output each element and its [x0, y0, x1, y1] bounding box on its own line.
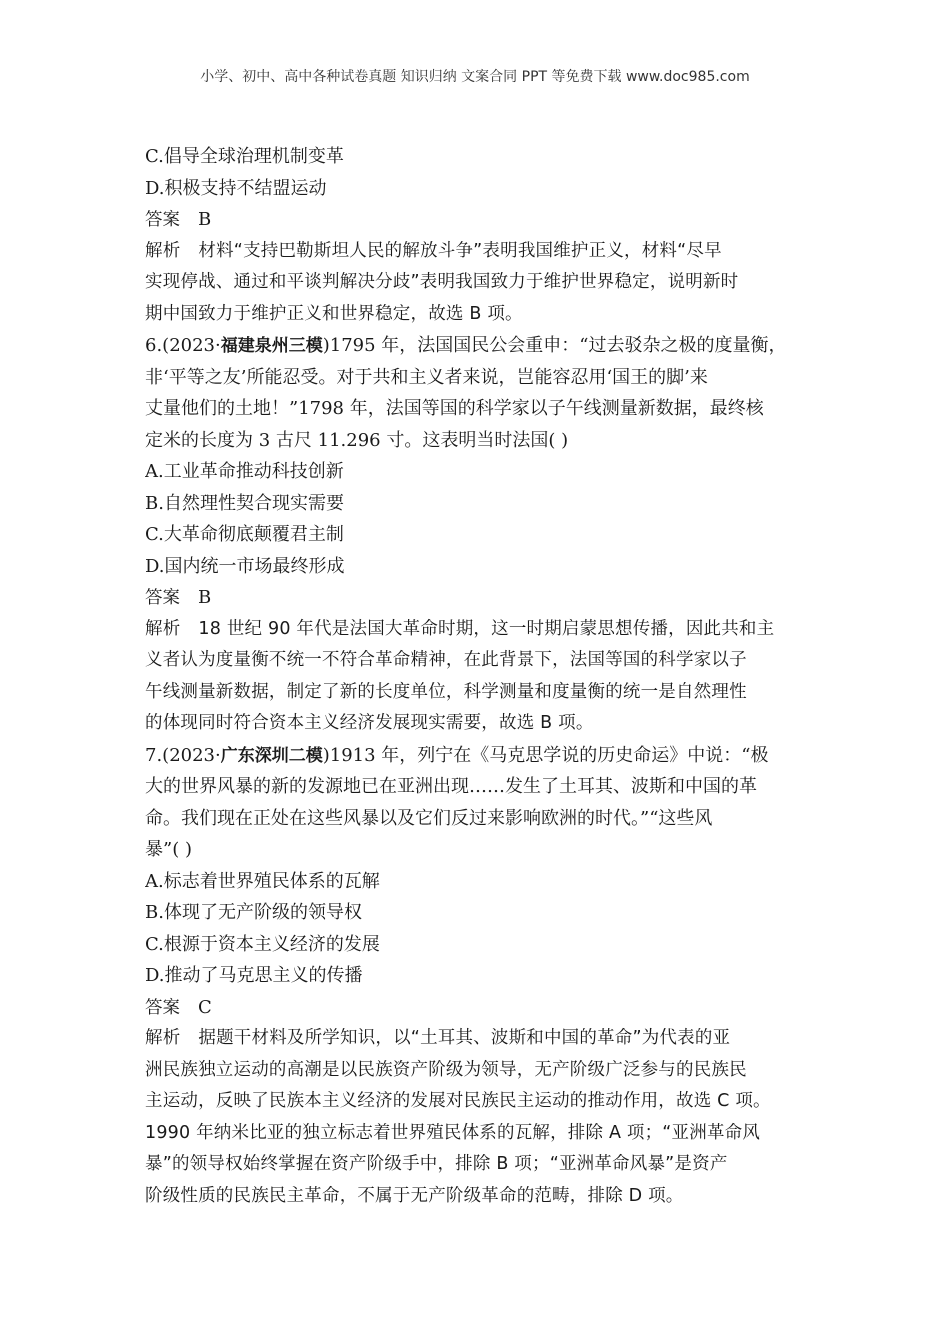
q6-option-c: C.大革命彻底颠覆君主制 — [145, 524, 344, 545]
analysis-text: 据题干材料及所学知识，以“土耳其、波斯和中国的革命”为代表的亚 — [198, 1028, 731, 1048]
q5-option-d: D.积极支持不结盟运动 — [145, 177, 327, 199]
analysis-label: 解析 — [145, 1028, 181, 1048]
q7-number: 7.( — [145, 744, 170, 766]
q7-stem-line-1 — [145, 740, 815, 772]
q7-analysis-line-5: 暴”的领导权始终掌握在资产阶级手中，排除 B 项；“亚洲革命风暴”是资产 — [145, 1154, 728, 1174]
q7-option-d: D.推动了马克思主义的传播 — [145, 965, 363, 986]
q5-analysis-line-1 — [145, 236, 815, 268]
q6-analysis-line-2: 义者认为度量衡不统一不符合革命精神，在此背景下，法国等国的科学家以子 — [145, 650, 747, 670]
q7-stem-line-3: 命。我们现在正处在这些风暴以及它们反过来影响欧洲的时代。”“这些风 — [145, 807, 713, 829]
q7-analysis-line-2: 洲民族独立运动的高潮是以民族资产阶级为领导，无产阶级广泛参与的民族民 — [145, 1059, 747, 1080]
answer-value: C — [198, 996, 212, 1018]
q7-answer — [145, 992, 815, 1024]
q7-year: 2023· — [169, 744, 221, 766]
document-body — [145, 141, 815, 1212]
q6-number: 6.( — [145, 335, 170, 356]
q7-analysis-line-4: 1990 年纳米比亚的独立标志着世界殖民体系的瓦解，排除 A 项；“亚洲革命风 — [145, 1122, 761, 1143]
q7-analysis-line-3: 主运动，反映了民族本主义经济的发展对民族民主运动的推动作用，故选 C 项。 — [145, 1091, 771, 1111]
q6-option-d: D.国内统一市场最终形成 — [145, 555, 345, 577]
analysis-text: 18 世纪 90 年代是法国大革命时期，这一时期启蒙思想传播，因此共和主 — [198, 618, 775, 639]
q6-analysis-line-3: 午线测量新数据，制定了新的长度单位，科学测量和度量衡的统一是自然理性 — [145, 681, 747, 702]
q6-stem-line-1 — [145, 330, 815, 362]
q6-source: 福建泉州三模 — [220, 336, 323, 356]
answer-label: 答案 — [145, 588, 180, 608]
answer-label: 答案 — [145, 997, 180, 1018]
q5-answer — [145, 204, 815, 236]
site-header: 小学、初中、高中各种试卷真题 知识归纳 文案合同 PPT 等免费下载 www.doc985.com — [200, 69, 750, 85]
q6-analysis-line-4: 的体现同时符合资本主义经济发展现实需要，故选 B 项。 — [145, 713, 594, 733]
q7-stem-first: )1913 年，列宁在《马克思学说的历史命运》中说：“极 — [322, 744, 769, 766]
q7-analysis-line-1 — [145, 1023, 815, 1055]
q6-year: 2023· — [169, 335, 221, 356]
q6-stem-line-2: 非‘平等之友’所能忍受。对于共和主义者来说，岂能容忍用‘国王的脚’来 — [145, 366, 708, 388]
q7-stem-line-4: 暴”( ) — [145, 839, 192, 860]
q6-stem-first: )1795 年，法国国民公会重申：“过去驳杂之极的度量衡， — [322, 335, 787, 356]
q7-stem-line-2: 大的世界风暴的新的发源地已在亚洲出现……发生了土耳其、波斯和中国的革 — [145, 776, 757, 797]
answer-value: B — [198, 209, 212, 230]
analysis-text: 材料“支持巴勒斯坦人民的解放斗争”表明我国维护正义，材料“尽早 — [198, 240, 722, 261]
q5-analysis-line-2: 实现停战、通过和平谈判解决分歧”表明我国致力于维护世界稳定，说明新时 — [145, 272, 739, 292]
q5-analysis-line-3: 期中国致力于维护正义和世界稳定，故选 B 项。 — [145, 303, 523, 324]
answer-label: 答案 — [145, 210, 180, 230]
q6-option-b: B.自然理性契合现实需要 — [145, 492, 344, 514]
q6-answer — [145, 582, 815, 614]
q6-analysis-line-1 — [145, 614, 815, 646]
q6-option-a: A.工业革命推动科技创新 — [145, 461, 344, 482]
q6-stem-line-3: 丈量他们的土地！”1798 年，法国等国的科学家以子午线测量新数据，最终核 — [145, 398, 764, 419]
q7-option-c: C.根源于资本主义经济的发展 — [145, 933, 380, 955]
q7-option-b: B.体现了无产阶级的领导权 — [145, 902, 362, 923]
analysis-label: 解析 — [145, 618, 181, 639]
q6-stem-line-4: 定米的长度为 3 古尺 11.296 寸。这表明当时法国( ) — [145, 429, 569, 451]
q7-source: 广东深圳二模 — [220, 745, 323, 766]
answer-value: B — [198, 587, 212, 608]
q7-analysis-line-6: 阶级性质的民族民主革命，不属于无产阶级革命的范畴，排除 D 项。 — [145, 1185, 684, 1206]
q5-option-c: C.倡导全球治理机制变革 — [145, 146, 344, 167]
q7-option-a: A.标志着世界殖民体系的瓦解 — [145, 870, 380, 892]
analysis-label: 解析 — [145, 240, 181, 261]
